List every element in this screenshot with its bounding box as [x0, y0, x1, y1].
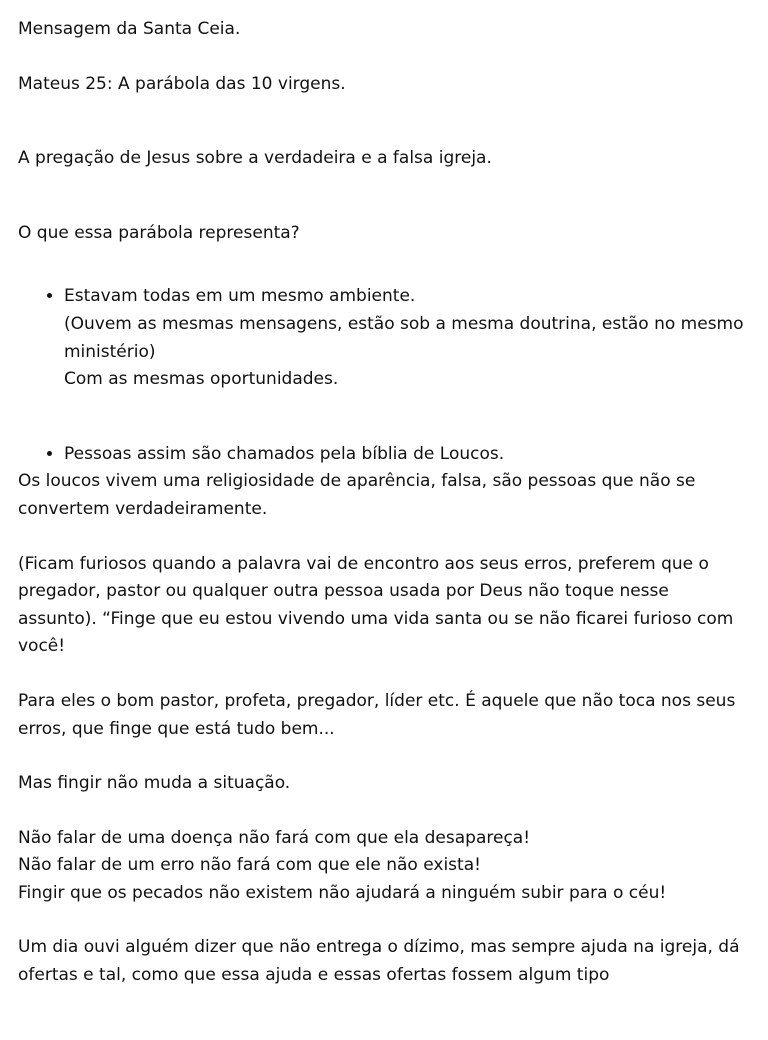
question-heading: O que essa parábola representa? [18, 222, 300, 243]
list-item: • Pessoas assim são chamados pela bíblia de Loucos. [64, 441, 750, 469]
list-item [64, 283, 750, 393]
document-title: Mensagem da Santa Ceia. [18, 19, 241, 39]
bullet-1-line-1: • Estavam todas em um mesmo ambiente. [64, 286, 416, 307]
sermon-subtitle: A pregação de Jesus sobre a verdadeira e a falsa igreja. [18, 148, 492, 169]
bullet-1-line-3: Com as mesmas oportunidades. [64, 369, 339, 390]
nao-falar-line-2: Não falar de um erro não fará com que ele não exista! [18, 855, 481, 876]
document-page [0, 16, 768, 1040]
paragraph-furiosos: (Ficam furiosos quando a palavra vai de encontro aos seus erros, preferem que o pregador, pastor ou qualquer outra pessoa usada por Deus não toque nesse assunto). “Finge que eu estou vivendo uma vida santa ou se não ficarei furioso com você! [18, 553, 734, 657]
paragraph-dizimo: Um dia ouvi alguém dizer que não entrega o dízimo, mas sempre ajuda na igreja, dá ofertas e tal, como que essa ajuda e essas ofertas fossem algum tipo [18, 937, 740, 986]
paragraph-bom-pastor: Para eles o bom pastor, profeta, pregador, líder etc. É aquele que não toca nos seus erros, que finge que está tudo bem... [18, 690, 736, 739]
bullet-list-2 [18, 441, 750, 469]
nao-falar-line-1: Não falar de uma doença não fará com que ela desapareça! [18, 827, 531, 848]
bullet-1-line-2: (Ouvem as mesmas mensagens, estão sob a mesma doutrina, estão no mesmo ministério) [64, 313, 744, 362]
scripture-reference: Mateus 25: A parábola das 10 virgens. [18, 73, 346, 94]
bullet-list-1 [18, 283, 750, 393]
paragraph-loucos: Os loucos vivem uma religiosidade de aparência, falsa, são pessoas que não se convertem verdadeiramente. [18, 471, 696, 519]
nao-falar-line-3: Fingir que os pecados não existem não ajudará a ninguém subir para o céu! [18, 882, 667, 903]
paragraph-fingir: Mas fingir não muda a situação. [18, 773, 291, 794]
paragraph-nao-falar [18, 825, 750, 908]
